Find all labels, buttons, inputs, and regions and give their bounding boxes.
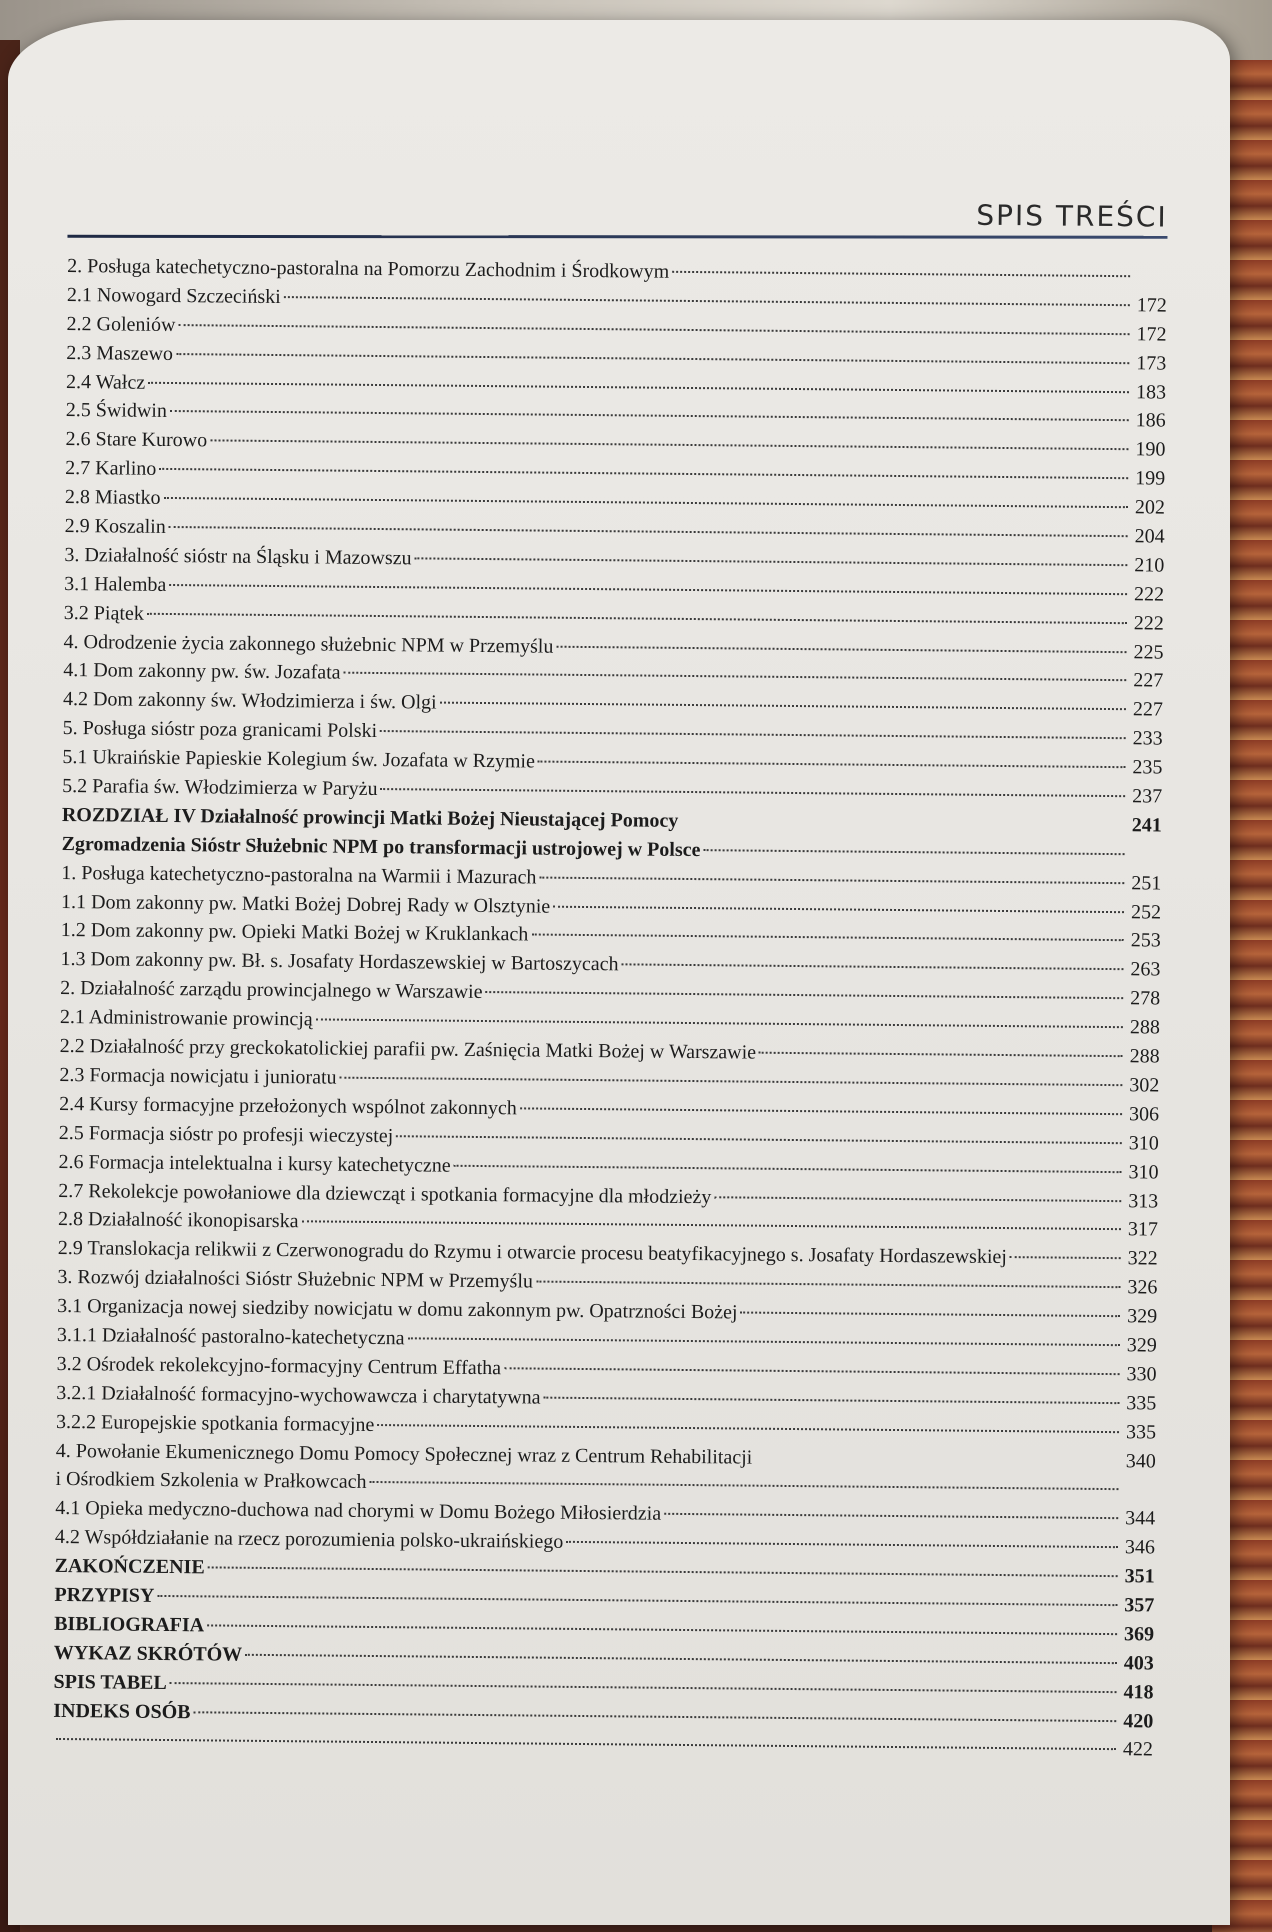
dot-leader: [536, 1281, 1120, 1289]
dot-leader: [245, 1654, 1117, 1664]
toc-entry-page: 403: [1123, 1651, 1154, 1675]
toc-entry-title: 5. Posługa sióstr poza granicami Polski: [62, 717, 378, 743]
toc-entry-page: 369: [1123, 1623, 1155, 1646]
book-page: [8, 20, 1230, 1925]
dot-leader: [148, 381, 1129, 392]
dot-leader: [672, 271, 1130, 277]
toc-entry-page: 317: [1127, 1218, 1159, 1241]
dot-leader: [531, 934, 1123, 942]
toc-entry-page: 302: [1129, 1074, 1160, 1097]
toc-entry-page: 172: [1136, 294, 1167, 317]
dot-leader: [520, 1107, 1122, 1115]
toc-entry-title: 2.1 Nowogard Szczeciński: [66, 283, 281, 308]
dot-leader: [538, 761, 1126, 769]
toc-entry-page: 222: [1133, 583, 1165, 606]
toc-entry-title: SPIS TABEL: [53, 1670, 167, 1694]
toc-entry-title: 1.2 Dom zakonny pw. Opieki Matki Bożej w Kruklankach: [60, 919, 529, 946]
toc-entry-page: 313: [1128, 1189, 1159, 1213]
toc-entry-title: 4.2 Dom zakonny św. Włodzimierza i św. Olgi: [62, 688, 437, 714]
toc-entry-page: 329: [1126, 1334, 1157, 1357]
toc-entry-page: 326: [1127, 1276, 1158, 1299]
toc-entry-page: 340: [1125, 1449, 1156, 1473]
dot-leader: [1010, 1256, 1121, 1259]
dot-leader: [381, 788, 1126, 797]
dot-leader: [284, 296, 1130, 306]
toc-entry-page: 202: [1134, 496, 1166, 519]
toc-entry-page: 210: [1134, 554, 1165, 577]
toc-entry-page: 233: [1132, 727, 1163, 750]
toc-entry-page: 251: [1131, 871, 1162, 895]
dot-leader: [178, 324, 1129, 335]
toc-entry-page: 335: [1125, 1420, 1157, 1444]
toc-entry-page: 422: [1122, 1738, 1154, 1761]
table-of-contents: [53, 252, 1167, 1765]
toc-entry-title: Zgromadzenia Sióstr Służebnic NPM po transformacji ustrojowej w Polsce: [61, 832, 701, 861]
toc-entry-title: 2.3 Maszewo: [66, 341, 174, 365]
toc-entry-page: 186: [1135, 409, 1166, 433]
toc-entry-title: 3. Działalność sióstr na Śląsku i Mazowszu: [64, 543, 412, 570]
toc-entry-page: 204: [1134, 525, 1165, 548]
toc-entry-page: 237: [1132, 785, 1163, 808]
toc-entry-title: 3.1 Organizacja nowej siedziby nowicjatu w domu zakonnym pw. Opatrzności Bożej: [57, 1295, 738, 1324]
toc-entry-title: 2. Posługa katechetyczno-pastoralna na Pomorzu Zachodnim i Środkowym: [67, 254, 670, 283]
toc-entry-title: 3.2.1 Działalność formacyjno-wychowawcza i charytatywna: [56, 1381, 541, 1409]
dot-leader: [504, 1367, 1119, 1375]
toc-entry-page: 278: [1130, 987, 1161, 1010]
page-content: [53, 180, 1178, 1761]
toc-entry-title: 2.3 Formacja nowicjatu i junioratu: [59, 1063, 337, 1089]
toc-entry-title: BIBLIOGRAFIA: [54, 1612, 205, 1637]
toc-entry-page: 344: [1125, 1507, 1156, 1530]
toc-entry-page: 310: [1128, 1131, 1159, 1155]
toc-entry-title: 3.2 Piątek: [63, 601, 144, 625]
toc-entry-page: 418: [1123, 1680, 1154, 1704]
dot-leader: [380, 730, 1126, 739]
toc-entry-title: 2.5 Świdwin: [65, 399, 168, 423]
dot-leader: [159, 468, 1128, 479]
toc-entry-page: 351: [1124, 1565, 1155, 1588]
toc-entry-title: 2.4 Wałcz: [65, 370, 146, 394]
dot-leader: [170, 1682, 1117, 1693]
dot-leader: [169, 526, 1128, 537]
dot-leader: [440, 702, 1126, 711]
toc-entry-page: 172: [1136, 323, 1167, 346]
toc-entry-page: 241: [1131, 814, 1162, 837]
dot-leader: [169, 584, 1127, 595]
toc-entry-page: 252: [1130, 900, 1162, 924]
dot-leader: [164, 497, 1128, 508]
toc-entry-title: 2.7 Rekolekcje powołaniowe dla dziewcząt i spotkania formacyjne dla młodzieży: [58, 1179, 712, 1208]
toc-entry-title: 2.4 Kursy formacyjne przełożonych wspólnot zakonnych: [59, 1092, 517, 1120]
dot-leader: [56, 1738, 1116, 1750]
toc-entry-page: 329: [1127, 1305, 1158, 1328]
toc-entry-page: 190: [1135, 438, 1166, 461]
dot-leader: [176, 353, 1129, 364]
dot-leader: [566, 1541, 1118, 1548]
toc-entry-title: 4.2 Współdziałanie na rzecz porozumienia polsko-ukraińskiego: [54, 1526, 564, 1554]
dot-leader: [703, 849, 1124, 855]
toc-entry-title: ROZDZIAŁ IV Działalność prowincji Matki Bożej Nieustającej Pomocy: [61, 803, 679, 832]
toc-entry-page: 330: [1126, 1363, 1157, 1386]
dot-leader: [210, 440, 1128, 451]
toc-entry-page: 225: [1133, 640, 1164, 664]
toc-entry-title: WYKAZ SKRÓTÓW: [53, 1641, 243, 1666]
dot-leader: [415, 557, 1128, 566]
toc-entry-title: 2.1 Administrowanie prowincją: [59, 1006, 313, 1031]
toc-entry-title: 2.6 Stare Kurowo: [65, 428, 208, 452]
toc-entry-title: 2.2 Goleniów: [66, 312, 176, 336]
toc-entry-title: 1.3 Dom zakonny pw. Bł. s. Josafaty Hordaszewskiej w Bartoszycach: [60, 948, 619, 976]
toc-entry-title: 5.2 Parafia św. Włodzimierza w Paryżu: [62, 775, 378, 801]
dot-leader: [316, 1019, 1123, 1029]
toc-entry-page: 357: [1124, 1594, 1155, 1617]
dot-leader: [755, 1458, 1118, 1461]
dot-leader: [157, 1595, 1117, 1606]
toc-entry-page: 235: [1132, 756, 1163, 779]
dot-leader: [539, 876, 1124, 884]
toc-entry-page: 420: [1123, 1709, 1154, 1733]
toc-entry-page: 288: [1129, 1045, 1160, 1068]
toc-entry-title: i Ośrodkiem Szkolenia w Prałkowcach: [55, 1468, 367, 1494]
dot-leader: [553, 905, 1124, 912]
toc-entry-title: 2.6 Formacja intelektualna i kursy katechetyczne: [58, 1150, 451, 1177]
toc-entry-title: 2.2 Działalność przy greckokatolickiej parafii pw. Zaśnięcia Matki Bożej w Warszawie: [59, 1035, 757, 1064]
toc-entry-page: 222: [1133, 611, 1164, 635]
toc-entry-page: 346: [1124, 1536, 1156, 1559]
toc-entry-title: 3. Rozwój działalności Sióstr Służebnic NPM w Przemyślu: [57, 1266, 534, 1293]
dot-leader: [681, 822, 1125, 826]
toc-entry-page: 227: [1133, 669, 1164, 693]
toc-entry-page: 253: [1130, 929, 1161, 953]
toc-entry-page: 335: [1126, 1391, 1157, 1415]
dot-leader: [664, 1513, 1118, 1519]
toc-entry-title: 2. Działalność zarządu prowincjalnego w Warszawie: [60, 977, 483, 1004]
toc-entry-title: 2.5 Formacja sióstr po profesji wieczystej: [58, 1121, 394, 1147]
dot-leader: [544, 1396, 1120, 1404]
toc-entry-page: 227: [1132, 698, 1164, 721]
dot-leader: [344, 672, 1127, 682]
dot-leader: [340, 1077, 1123, 1087]
dot-leader: [486, 991, 1124, 999]
dot-leader: [759, 1052, 1123, 1057]
dot-leader: [147, 612, 1127, 623]
toc-entry-page: 183: [1135, 380, 1167, 404]
toc-entry-title: ZAKOŃCZENIE: [54, 1555, 205, 1579]
toc-entry-page: 310: [1128, 1160, 1159, 1184]
dot-leader: [741, 1312, 1121, 1318]
dot-leader: [302, 1221, 1121, 1231]
toc-entry-title: 4. Powołanie Ekumenicznego Domu Pomocy Społecznej wraz z Centrum Rehabilitacji: [55, 1439, 753, 1469]
dot-leader: [194, 1711, 1117, 1722]
dot-leader: [622, 964, 1124, 971]
dot-leader: [454, 1164, 1122, 1172]
toc-entry-page: 199: [1135, 467, 1166, 490]
toc-entry-title: 2.8 Działalność ikonopisarska: [57, 1208, 299, 1233]
dot-leader: [207, 1624, 1117, 1635]
toc-entry-title: 1. Posługa katechetyczno-pastoralna na Warmii i Mazurach: [61, 861, 537, 889]
toc-entry-title: 2.7 Karlino: [65, 457, 157, 481]
toc-entry-title: 3.2 Ośrodek rekolekcyjno-formacyjny Centrum Effatha: [56, 1352, 502, 1380]
dot-leader: [396, 1135, 1122, 1144]
toc-entry-page: 322: [1127, 1247, 1158, 1270]
dot-leader: [556, 645, 1126, 652]
toc-entry-title: 2.8 Miastko: [64, 486, 161, 510]
toc-entry-title: PRZYPISY: [54, 1583, 155, 1607]
toc-entry-title: 4.1 Opieka medyczno-duchowa nad chorymi w Domu Bożego Miłosierdzia: [55, 1497, 662, 1526]
dot-leader: [408, 1337, 1120, 1346]
dot-leader: [170, 410, 1129, 421]
toc-entry-title: 3.1.1 Działalność pastoralno-katechetyczna: [56, 1323, 405, 1350]
dot-leader: [370, 1481, 1119, 1490]
page-header-title: SPIS TREŚCI: [976, 198, 1168, 234]
dot-leader: [714, 1196, 1121, 1202]
toc-entry-title: 2.9 Koszalin: [64, 515, 166, 538]
toc-entry-title: 3.1 Halemba: [64, 572, 167, 596]
toc-entry-page: 288: [1129, 1016, 1161, 1039]
toc-entry-title: 4. Odrodzenie życia zakonnego służebnic NPM w Przemyślu: [63, 630, 554, 658]
toc-entry-title: 2.9 Translokacja relikwii z Czerwonogradu do Rzymu i otwarcie procesu beatyfikacyjnego s. Josafaty Hordaszewskiej: [57, 1237, 1007, 1269]
toc-entry-title: 5.1 Ukraińskie Papieskie Kolegium św. Jozafata w Rzymie: [62, 746, 536, 773]
toc-entry-title: 3.2.2 Europejskie spotkania formacyjne: [55, 1410, 375, 1436]
toc-entry-page: 306: [1128, 1103, 1160, 1126]
dot-leader: [377, 1424, 1119, 1433]
header-rule: [67, 235, 1167, 239]
toc-entry-page: 173: [1136, 351, 1167, 375]
dot-leader: [208, 1566, 1118, 1577]
toc-entry-title: 1.1 Dom zakonny pw. Matki Bożej Dobrej Rady w Olsztynie: [60, 890, 551, 918]
toc-entry-title: INDEKS OSÓB: [53, 1699, 191, 1723]
toc-entry-title: 4.1 Dom zakonny pw. św. Jozafata: [63, 659, 341, 685]
toc-entry-page: 263: [1130, 958, 1161, 981]
